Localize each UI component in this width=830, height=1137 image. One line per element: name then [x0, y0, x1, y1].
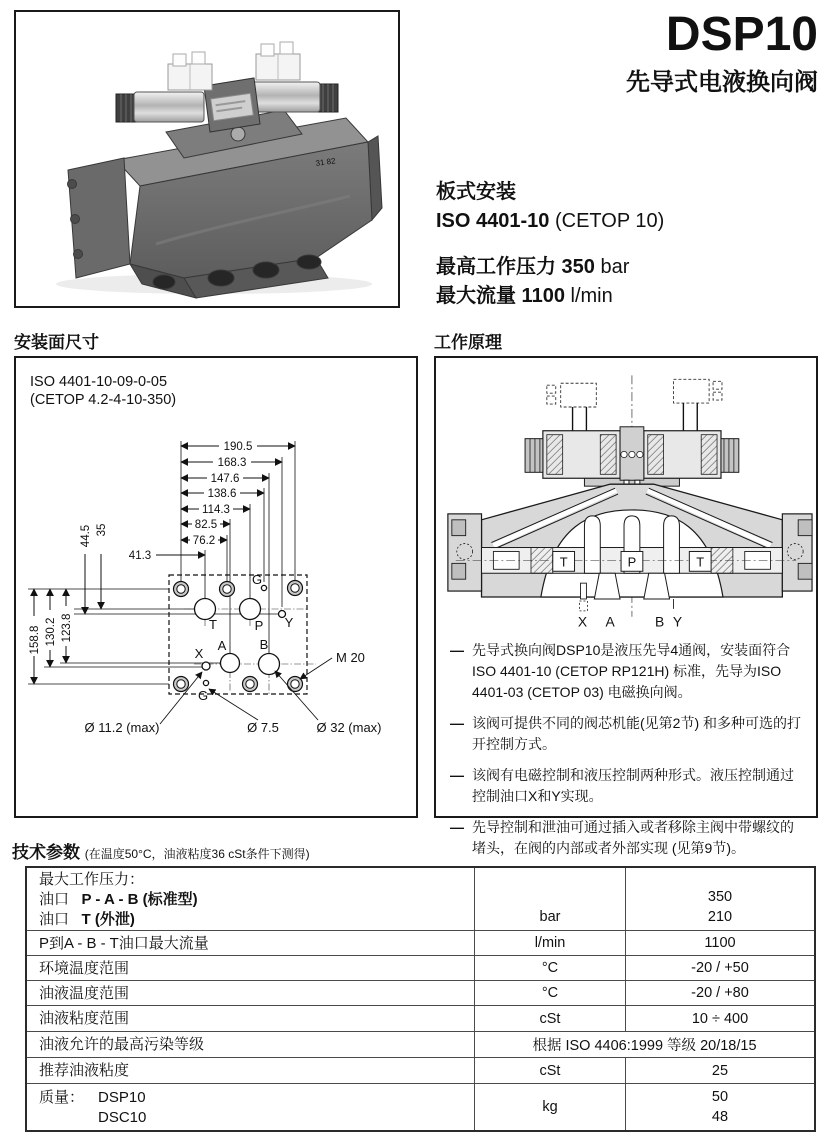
param-cell: 油液温度范围: [27, 981, 475, 1005]
bullet-text: 先导式换向阀DSP10是液压先导4通阀，安装面符合ISO 4401-10 (CETOP RP121H) 标准，先导为ISO 4401-03 (CETOP 03) 电磁换向阀。: [472, 642, 791, 700]
terminal-block-left: [168, 52, 212, 90]
port-x: X: [194, 646, 204, 661]
svg-text:130.2: 130.2: [45, 617, 57, 647]
value-cell: 10 ÷ 400: [691, 1010, 749, 1027]
unit-cell: bar: [475, 868, 626, 930]
callout-m20: M 20: [336, 650, 365, 665]
table-row-fluid-temp: [27, 980, 814, 1005]
body-port-t1: T: [559, 554, 568, 570]
bottom-port-b: B: [655, 613, 665, 630]
unit-cell: °C: [475, 956, 626, 980]
value-cell: -20 / +50: [691, 960, 749, 976]
svg-text:44.5: 44.5: [80, 524, 92, 548]
param-cell: 油液粘度范围: [27, 1006, 475, 1031]
unit-cell: °C: [475, 981, 626, 1005]
svg-text:114.3: 114.3: [202, 504, 230, 516]
port-y: Y: [284, 615, 294, 630]
table-row-mass: [27, 1083, 814, 1130]
body-port-t2: T: [696, 554, 705, 570]
connector-outlines: [547, 379, 722, 407]
bullet-text: 该阀有电磁控制和液压控制两种形式。液压控制通过控制油口X和Y实现。: [472, 767, 794, 804]
svg-text:76.2: 76.2: [192, 535, 216, 547]
port-a: A: [217, 638, 227, 653]
mass-model-1: DSP10: [98, 1088, 146, 1106]
body-port-p: P: [627, 554, 637, 570]
port-p: P: [254, 618, 264, 633]
param-cell: 油液允许的最高污染等级: [27, 1032, 475, 1057]
table-row-flow: [27, 930, 814, 955]
value-cell: -20 / +80: [691, 985, 749, 1001]
param-cell: 环境温度范围: [27, 956, 475, 980]
svg-text:123.8: 123.8: [61, 613, 73, 643]
terminal-block-right: [256, 42, 300, 80]
specs-note: (在温度50°C，油液粘度36 cSt条件下测得): [84, 847, 310, 861]
port-holes: [195, 585, 286, 685]
bullet-text: 先导控制和泄油可通过插入或者移除主阀中带螺纹的堵头，在阀的内部或者外部实现 (见第9节)。: [472, 819, 794, 856]
param-cell: P到A - B - T油口最大流量: [27, 931, 475, 955]
bolt-holes: [174, 581, 303, 692]
bullet-3: [450, 765, 806, 807]
value-cell: 50 48: [711, 1089, 729, 1125]
body-marking: 31 82: [315, 156, 337, 168]
mounting-drawing-frame: [14, 356, 418, 818]
vertical-dimension-labels: [27, 524, 108, 656]
header: [626, 10, 818, 97]
unit-cell: cSt: [475, 1006, 626, 1031]
bullet-dash: —: [450, 642, 464, 658]
callout-dia-g: Ø 7.5: [247, 720, 279, 735]
svg-text:35: 35: [96, 523, 108, 537]
table-row-ambient-temp: [27, 955, 814, 980]
unit-cell: cSt: [475, 1058, 626, 1083]
param-cell: 最大工作压力： 油口 P - A - B (标准型) 油口 T (外泄): [27, 868, 475, 930]
model-title: DSP10: [665, 8, 818, 61]
mounting-section-title: 安装面尺寸: [14, 333, 99, 352]
bullet-1: [450, 640, 806, 703]
intro-flow: 最大流量 1100 l/min: [436, 285, 613, 307]
intro-mounting: 板式安装: [436, 181, 516, 203]
svg-text:158.8: 158.8: [29, 625, 41, 655]
port-t: T: [209, 617, 217, 632]
unit-cell: l/min: [475, 931, 626, 955]
svg-text:168.3: 168.3: [217, 457, 247, 469]
product-photo: [16, 12, 398, 306]
mass-label: 质量：: [39, 1088, 85, 1106]
standard-code-2: (CETOP 4.2-4-10-350): [30, 392, 177, 408]
mounting-plate: [169, 572, 316, 703]
valve-body: [68, 110, 383, 298]
param-cell: [27, 1084, 475, 1130]
principle-bullets: [450, 640, 806, 869]
value-cell: 25: [711, 1062, 729, 1079]
callout-dia-x: Ø 11.2 (max): [84, 720, 160, 735]
svg-text:190.5: 190.5: [223, 441, 253, 453]
value-cell: 1100: [704, 935, 736, 951]
port-g-top: G: [251, 572, 263, 587]
bullet-dash: —: [450, 715, 464, 731]
solenoid-tube-left: [134, 92, 204, 122]
bottom-port-a: A: [605, 613, 615, 630]
intro-standard: ISO 4401-10 (CETOP 10): [436, 210, 665, 232]
callout-dia-b: Ø 32 (max): [316, 720, 382, 735]
principle-frame: [434, 356, 818, 856]
table-row-pressure: [27, 868, 814, 930]
value-cell: 350 210: [707, 889, 733, 925]
model-subtitle: 先导式电液换向阀: [626, 69, 818, 97]
unit-cell: kg: [475, 1084, 626, 1130]
principle-section-title: 工作原理: [434, 333, 502, 352]
extension-lines: [28, 441, 295, 684]
bullet-dash: —: [450, 767, 464, 783]
main-valve-section: [448, 484, 812, 611]
port-g-bottom: G: [197, 688, 209, 703]
bullet-dash: —: [450, 819, 464, 835]
svg-text:138.6: 138.6: [207, 488, 237, 500]
svg-text:147.6: 147.6: [210, 473, 240, 485]
principle-drawing: [436, 368, 816, 636]
table-row-recommended-viscosity: [27, 1057, 814, 1083]
merged-value-cell: 根据 ISO 4406:1999 等级 20/18/15: [532, 1038, 757, 1054]
table-row-viscosity-range: [27, 1005, 814, 1031]
product-photo-frame: [14, 10, 400, 308]
specs-table: [25, 866, 816, 1132]
bullet-4: [450, 817, 806, 859]
bottom-port-x: X: [577, 613, 588, 630]
svg-text:41.3: 41.3: [128, 550, 152, 562]
intro-pressure: 最高工作压力 350 bar: [436, 256, 630, 278]
pilot-valve: [116, 42, 338, 132]
mass-model-2: DSC10: [98, 1108, 147, 1126]
bullet-text: 该阀可提供不同的阀芯机能(见第2节) 和多种可选的打开控制方式。: [472, 715, 801, 752]
param-cell: 推荐油液粘度: [27, 1058, 475, 1083]
standard-code-1: ISO 4401-10-09-0-05: [30, 374, 168, 390]
bottom-port-labels: [578, 614, 682, 630]
table-row-contamination: [27, 1031, 814, 1057]
svg-text:82.5: 82.5: [194, 519, 218, 531]
horizontal-dimension-labels: [126, 439, 257, 562]
solenoid-tube-right: [252, 82, 320, 112]
specs-section-title: 技术参数 (在温度50°C，油液粘度36 cSt条件下测得): [12, 843, 310, 862]
bottom-port-y: Y: [672, 613, 683, 630]
bullet-2: [450, 713, 806, 755]
intro-block: [436, 178, 664, 311]
mounting-drawing: [16, 358, 416, 816]
port-b: B: [259, 637, 269, 652]
